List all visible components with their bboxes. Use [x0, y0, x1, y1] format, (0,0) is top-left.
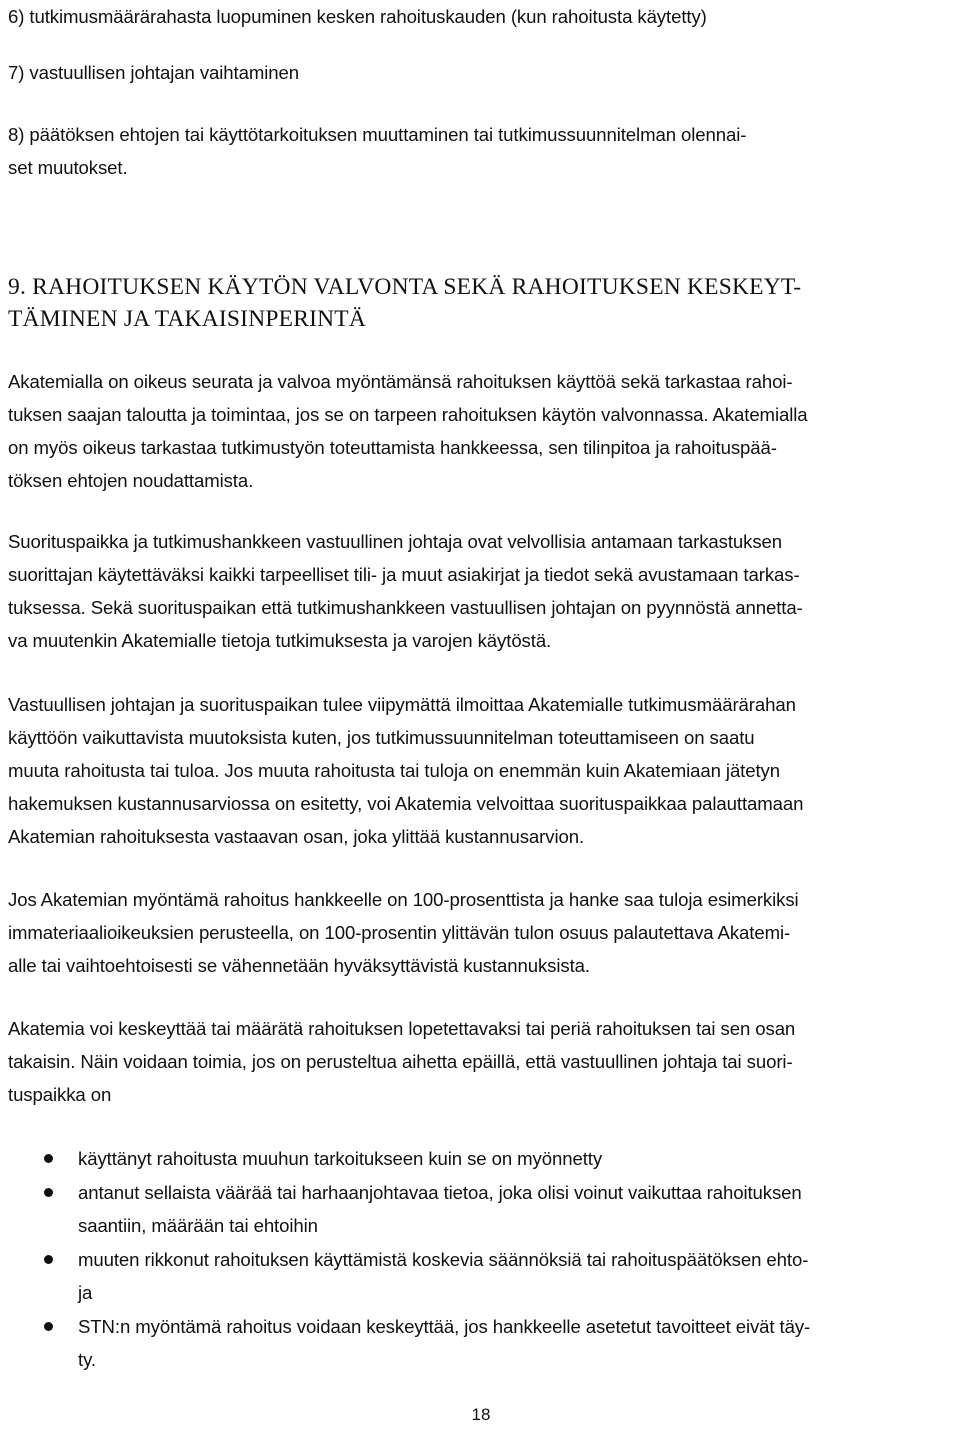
section-heading-line-2: TÄMINEN JA TAKAISINPERINTÄ — [8, 306, 366, 332]
paragraph-line: tuspaikka on — [8, 1084, 112, 1105]
paragraph-line: Akatemian rahoituksesta vastaavan osan, joka ylittää kustannusarvion. — [8, 826, 585, 847]
paragraph-line: on myös oikeus tarkastaa tutkimustyön toteuttamista hankkeessa, sen tilinpitoa ja rahoituspää- — [8, 437, 777, 458]
paragraph-line: Akatemialla on oikeus seurata ja valvoa myöntämänsä rahoituksen käyttöä sekä tarkastaa rahoi- — [8, 371, 793, 392]
paragraph-line: töksen ehtojen noudattamista. — [8, 470, 254, 491]
paragraph-line: immateriaalioikeuksien perusteella, on 100-prosentin ylittävän tulon osuus palautettava Akatemi- — [8, 922, 791, 943]
section-heading — [8, 271, 801, 335]
list-item-7: 7) vastuullisen johtajan vaihtaminen — [8, 62, 299, 83]
paragraph-line: Jos Akatemian myöntämä rahoitus hankkeelle on 100-prosenttista ja hanke saa tuloja esimerkiksi — [8, 889, 799, 910]
section-heading-line-1: 9. RAHOITUKSEN KÄYTÖN VALVONTA SEKÄ RAHOITUKSEN KESKEYT- — [8, 274, 802, 300]
bullet-text-line: ty. — [78, 1349, 96, 1370]
paragraph-obligations — [8, 525, 954, 657]
document-page — [8, 0, 954, 1430]
bullet-text-line: antanut sellaista väärää tai harhaanjohtavaa tietoa, joka olisi voinut vaikuttaa rahoituksen — [78, 1182, 802, 1203]
paragraph-line: Suorituspaikka ja tutkimushankkeen vastuullinen johtaja ovat velvollisia antamaan tarkastuksen — [8, 531, 783, 552]
bullet-text-line: käyttänyt rahoitusta muuhun tarkoitukseen kuin se on myönnetty — [78, 1148, 603, 1169]
paragraph-monitoring — [8, 365, 954, 497]
list-item-8-line-1: 8) päätöksen ehtojen tai käyttötarkoituksen muuttaminen tai tutkimussuunnitelman olennai- — [8, 124, 747, 145]
page-number: 18 — [471, 1405, 491, 1424]
bullet-list — [8, 1142, 954, 1376]
paragraph-line: Akatemia voi keskeyttää tai määrätä rahoituksen lopetettavaksi tai periä rahoituksen tai sen osan — [8, 1018, 796, 1039]
paragraph-suspension — [8, 1012, 954, 1111]
paragraph-line: suorittajan käytettäväksi kaikki tarpeelliset tili- ja muut asiakirjat ja tiedot sekä avustamaan tarkas- — [8, 564, 800, 585]
paragraph-line: Vastuullisen johtajan ja suorituspaikan tulee viipymättä ilmoittaa Akatemialle tutkimusmäärärahan — [8, 694, 796, 715]
list-item-8-line-2: set muutokset. — [8, 157, 128, 178]
list-item — [8, 1243, 954, 1309]
list-item-6: 6) tutkimusmäärärahasta luopuminen kesken rahoituskauden (kun rahoitusta käytetty) — [8, 6, 707, 27]
paragraph-line: tuksen saajan taloutta ja toimintaa, jos se on tarpeen rahoituksen käytön valvonnassa. Akatemialla — [8, 404, 808, 425]
paragraph-line: va muutenkin Akatemialle tietoja tutkimuksesta ja varojen käytöstä. — [8, 630, 552, 651]
bullet-text-line: muuten rikkonut rahoituksen käyttämistä koskevia säännöksiä tai rahoituspäätöksen ehto- — [78, 1249, 809, 1270]
paragraph-line: tuksessa. Sekä suorituspaikan että tutkimushankkeen vastuullisen johtajan on pyynnöstä annetta- — [8, 597, 803, 618]
paragraph-line: takaisin. Näin voidaan toimia, jos on perusteltua aihetta epäillä, että vastuullinen johtaja tai suori- — [8, 1051, 793, 1072]
bullet-text-line: saantiin, määrään tai ehtoihin — [78, 1215, 318, 1236]
paragraph-notification — [8, 688, 954, 853]
list-item — [8, 1176, 954, 1242]
bullet-icon — [44, 1322, 53, 1331]
bullet-text-line: STN:n myöntämä rahoitus voidaan keskeyttää, jos hankkeelle asetetut tavoitteet eivät täy- — [78, 1316, 811, 1337]
bullet-icon — [44, 1255, 53, 1264]
paragraph-full-funding — [8, 883, 954, 982]
bullet-text-line: ja — [78, 1282, 93, 1303]
paragraph-line: hakemuksen kustannusarviossa on esitetty, voi Akatemia velvoittaa suorituspaikkaa palauttamaan — [8, 793, 804, 814]
bullet-icon — [44, 1188, 53, 1197]
paragraph-line: muuta rahoitusta tai tuloa. Jos muuta rahoitusta tai tuloja on enemmän kuin Akatemiaan jätetyn — [8, 760, 780, 781]
paragraph-line: alle tai vaihtoehtoisesti se vähennetään hyväksyttävistä kustannuksista. — [8, 955, 590, 976]
list-item — [8, 1310, 954, 1376]
bullet-icon — [44, 1154, 53, 1163]
paragraph-line: käyttöön vaikuttavista muutoksista kuten, jos tutkimussuunnitelman toteuttamiseen on saatu — [8, 727, 755, 748]
list-item — [8, 1142, 954, 1175]
